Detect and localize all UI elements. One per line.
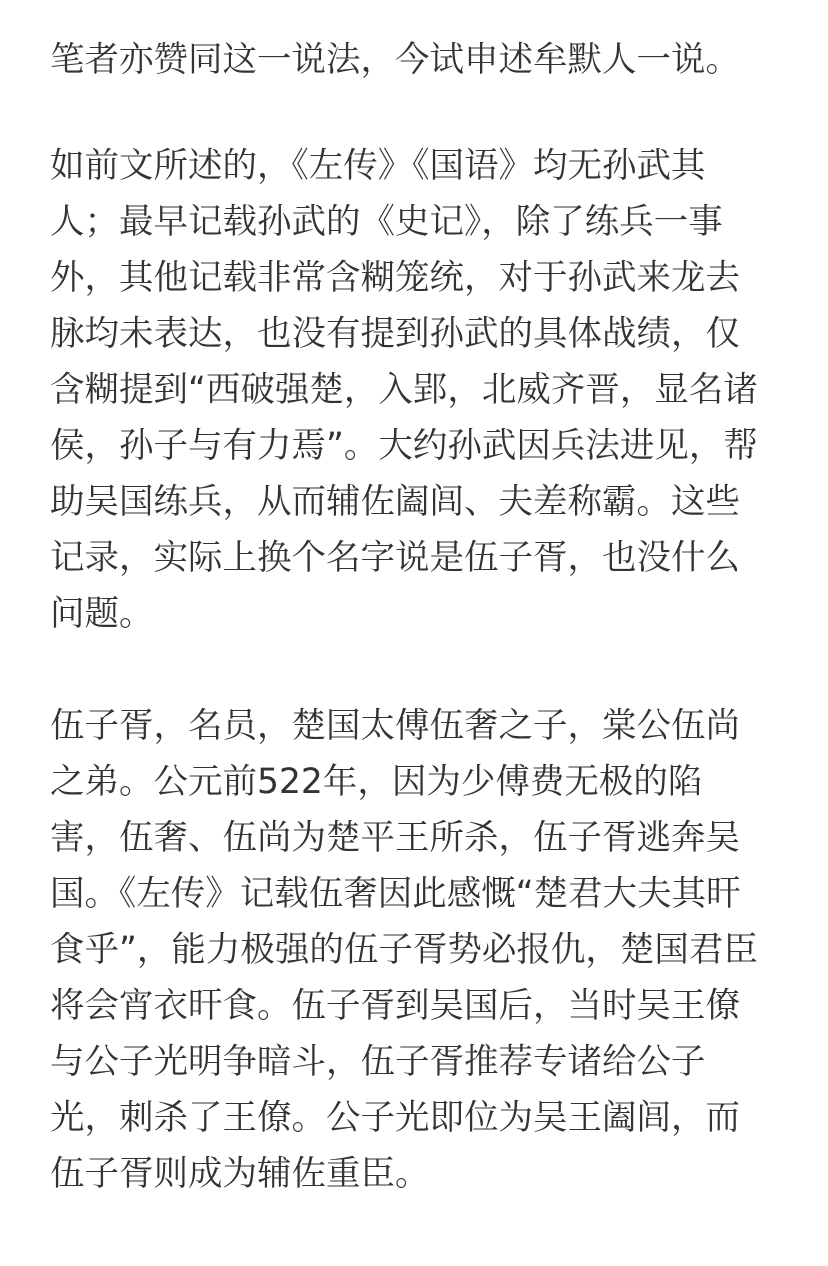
text-line: 人；最早记载孙武的《史记》，除了练兵一事	[50, 202, 723, 242]
text-line: 记录，实际上换个名字说是伍子胥，也没什么	[50, 538, 740, 578]
text-line: 害，伍奢、伍尚为楚平王所杀，伍子胥逃奔吴	[50, 818, 740, 858]
text-line: 将会宵衣旰食。伍子胥到吴国后，当时吴王僚	[50, 986, 740, 1026]
text-line: 光，刺杀了王僚。公子光即位为吴王阖闾，而	[50, 1098, 740, 1138]
paragraph-spacer	[50, 642, 780, 698]
text-line: 国。《左传》记载伍奢因此感慨“楚君大夫其旰	[50, 874, 741, 914]
paragraph-spacer	[50, 88, 780, 138]
text-line: 伍子胥则成为辅佐重臣。	[50, 1154, 430, 1194]
paragraph-2	[50, 138, 780, 642]
paragraph-1	[50, 32, 780, 88]
text-line: 侯，孙子与有力焉”。大约孙武因兵法进见，帮	[50, 426, 758, 466]
text-line: 之弟。公元前522年，因为少傅费无极的陷	[50, 762, 703, 802]
text-line: 外，其他记载非常含糊笼统，对于孙武来龙去	[50, 258, 740, 298]
text-line: 含糊提到“西破强楚，入郢，北威齐晋，显名诸	[50, 370, 758, 410]
text-line: 脉均未表达，也没有提到孙武的具体战绩，仅	[50, 314, 740, 354]
text-line: 问题。	[50, 594, 154, 634]
paragraph-3	[50, 698, 780, 1202]
text-line: 笔者亦赞同这一说法，今试申述牟默人一说。	[50, 40, 740, 80]
text-line: 如前文所述的，《左传》《国语》均无孙武其	[50, 146, 706, 186]
text-line: 助吴国练兵，从而辅佐阖闾、夫差称霸。这些	[50, 482, 740, 522]
article-body	[50, 32, 780, 1202]
text-line: 与公子光明争暗斗，伍子胥推荐专诸给公子	[50, 1042, 706, 1082]
text-line: 伍子胥，名员，楚国太傅伍奢之子，棠公伍尚	[50, 706, 740, 746]
text-line: 食乎”，能力极强的伍子胥势必报仇，楚国君臣	[50, 930, 758, 970]
